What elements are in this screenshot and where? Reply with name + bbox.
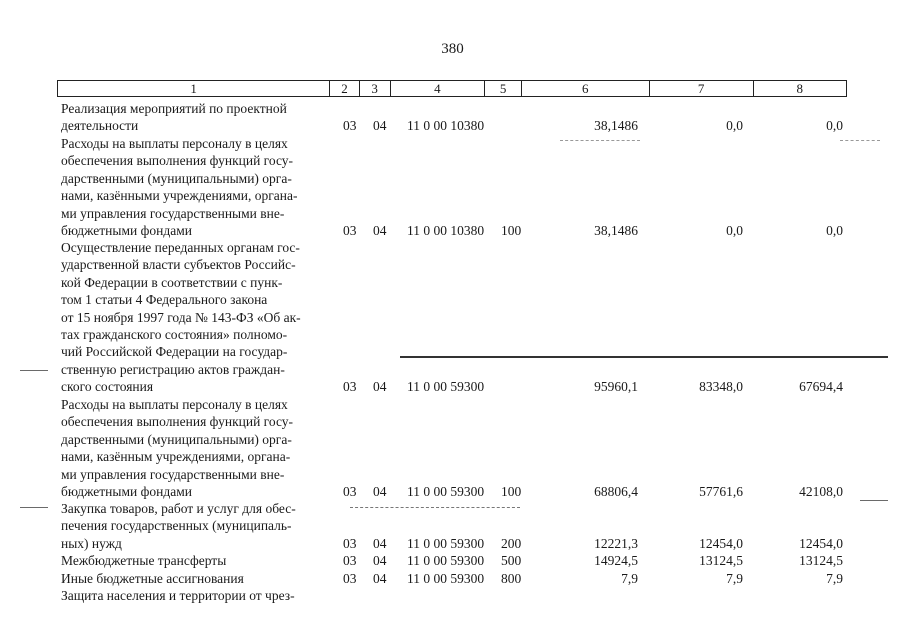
header-col-7: 7 (650, 81, 754, 96)
cell-amount-col7: 57761,6 (699, 484, 743, 499)
header-col-1: 1 (58, 81, 330, 96)
cell-subsection: 04 (373, 535, 387, 551)
row-description: Защита населения и территории от чрез- (61, 588, 295, 603)
row-description: Иные бюджетные ассигнования (61, 570, 244, 586)
cell-expense-type: 500 (501, 553, 522, 568)
row-description: Межбюджетные трансферты (61, 553, 227, 568)
scan-artifact-line (560, 140, 640, 141)
cell-amount-col7: 12454,0 (699, 535, 743, 551)
scan-artifact-line (350, 507, 520, 508)
cell-section: 03 (343, 570, 357, 586)
cell-amount-col8: 7,9 (826, 570, 843, 586)
header-col-2: 2 (330, 81, 359, 96)
cell-amount-col7: 0,0 (726, 118, 743, 134)
cell-subsection: 04 (373, 379, 387, 395)
cell-target-article: 11 0 00 59300 (407, 570, 485, 586)
scan-artifact-line (840, 140, 880, 141)
row-description: Реализация мероприятий по проектной деятельности (61, 101, 287, 134)
scan-artifact-line (20, 507, 48, 508)
header-col-6: 6 (522, 81, 649, 96)
cell-subsection: 04 (373, 553, 387, 568)
cell-section: 03 (343, 223, 357, 238)
cell-section: 03 (343, 379, 357, 395)
cell-amount-col7: 0,0 (726, 223, 743, 238)
table-header (57, 80, 847, 97)
cell-amount-col7: 7,9 (726, 570, 743, 586)
cell-amount-col7: 83348,0 (699, 379, 743, 395)
header-col-5: 5 (485, 81, 522, 96)
cell-amount-col7: 13124,5 (699, 553, 743, 568)
row-description: Закупка товаров, работ и услуг для обес- печения государственных (муниципаль- ных) нужд (61, 501, 296, 551)
cell-section: 03 (343, 118, 357, 134)
cell-amount-col8: 0,0 (826, 223, 843, 238)
cell-amount-col8: 0,0 (826, 118, 843, 134)
cell-amount-col6: 95960,1 (594, 379, 638, 395)
cell-amount-col8: 12454,0 (799, 535, 843, 551)
cell-expense-type: 100 (501, 223, 522, 238)
cell-target-article: 11 0 00 59300 (407, 379, 485, 395)
row-description: Расходы на выплаты персоналу в целях обеспечения выполнения функций госу- дарственными (муниципальными) орга- нами, казёнными учреждениями, органа- ми управления государственными вне- бюджетными фондами (61, 136, 298, 239)
cell-expense-type: 100 (501, 484, 522, 499)
cell-target-article: 11 0 00 10380 (407, 118, 485, 134)
cell-amount-col6: 7,9 (621, 570, 638, 586)
cell-subsection: 04 (373, 223, 387, 238)
header-col-8: 8 (796, 81, 804, 96)
scan-artifact-line (20, 370, 48, 371)
cell-target-article: 11 0 00 59300 (407, 535, 485, 551)
header-col-4: 4 (391, 81, 485, 96)
cell-subsection: 04 (373, 484, 387, 499)
scan-artifact-line (400, 356, 888, 358)
cell-amount-col6: 14924,5 (594, 553, 638, 568)
row-description: Расходы на выплаты персоналу в целях обеспечения выполнения функций госу- дарственными (муниципальными) орга- нами, казённым учреждениями, органа- ми управления государственными вне- бюджетными фондами (61, 397, 294, 500)
cell-amount-col6: 68806,4 (594, 484, 638, 499)
page-number: 380 (441, 41, 464, 57)
cell-section: 03 (343, 553, 357, 568)
scan-artifact-line (860, 500, 888, 501)
cell-target-article: 11 0 00 59300 (407, 484, 485, 499)
cell-subsection: 04 (373, 118, 387, 134)
cell-target-article: 11 0 00 10380 (407, 223, 485, 238)
cell-amount-col6: 12221,3 (594, 535, 638, 551)
cell-section: 03 (343, 484, 357, 499)
cell-expense-type: 200 (501, 535, 522, 551)
row-description: Осуществление переданных органам гос- ударственной власти субъектов Российс- кой Федерации в соответствии с пунк- том 1 статьи 4 Федерального закона от 15 ноября 1997 года № 143-ФЗ «Об ак- тах гражданского состояния» полномо- чий Российской Федерации на государ- ственную регистрацию актов граждан- ского состояния (61, 240, 301, 395)
cell-target-article: 11 0 00 59300 (407, 553, 485, 568)
header-col-3: 3 (360, 81, 391, 96)
cell-amount-col6: 38,1486 (594, 223, 638, 238)
cell-amount-col6: 38,1486 (594, 118, 638, 134)
cell-section: 03 (343, 535, 357, 551)
cell-amount-col8: 42108,0 (799, 484, 843, 499)
cell-subsection: 04 (373, 570, 387, 586)
cell-amount-col8: 67694,4 (799, 379, 843, 395)
cell-amount-col8: 13124,5 (799, 553, 843, 568)
cell-expense-type: 800 (501, 570, 522, 586)
